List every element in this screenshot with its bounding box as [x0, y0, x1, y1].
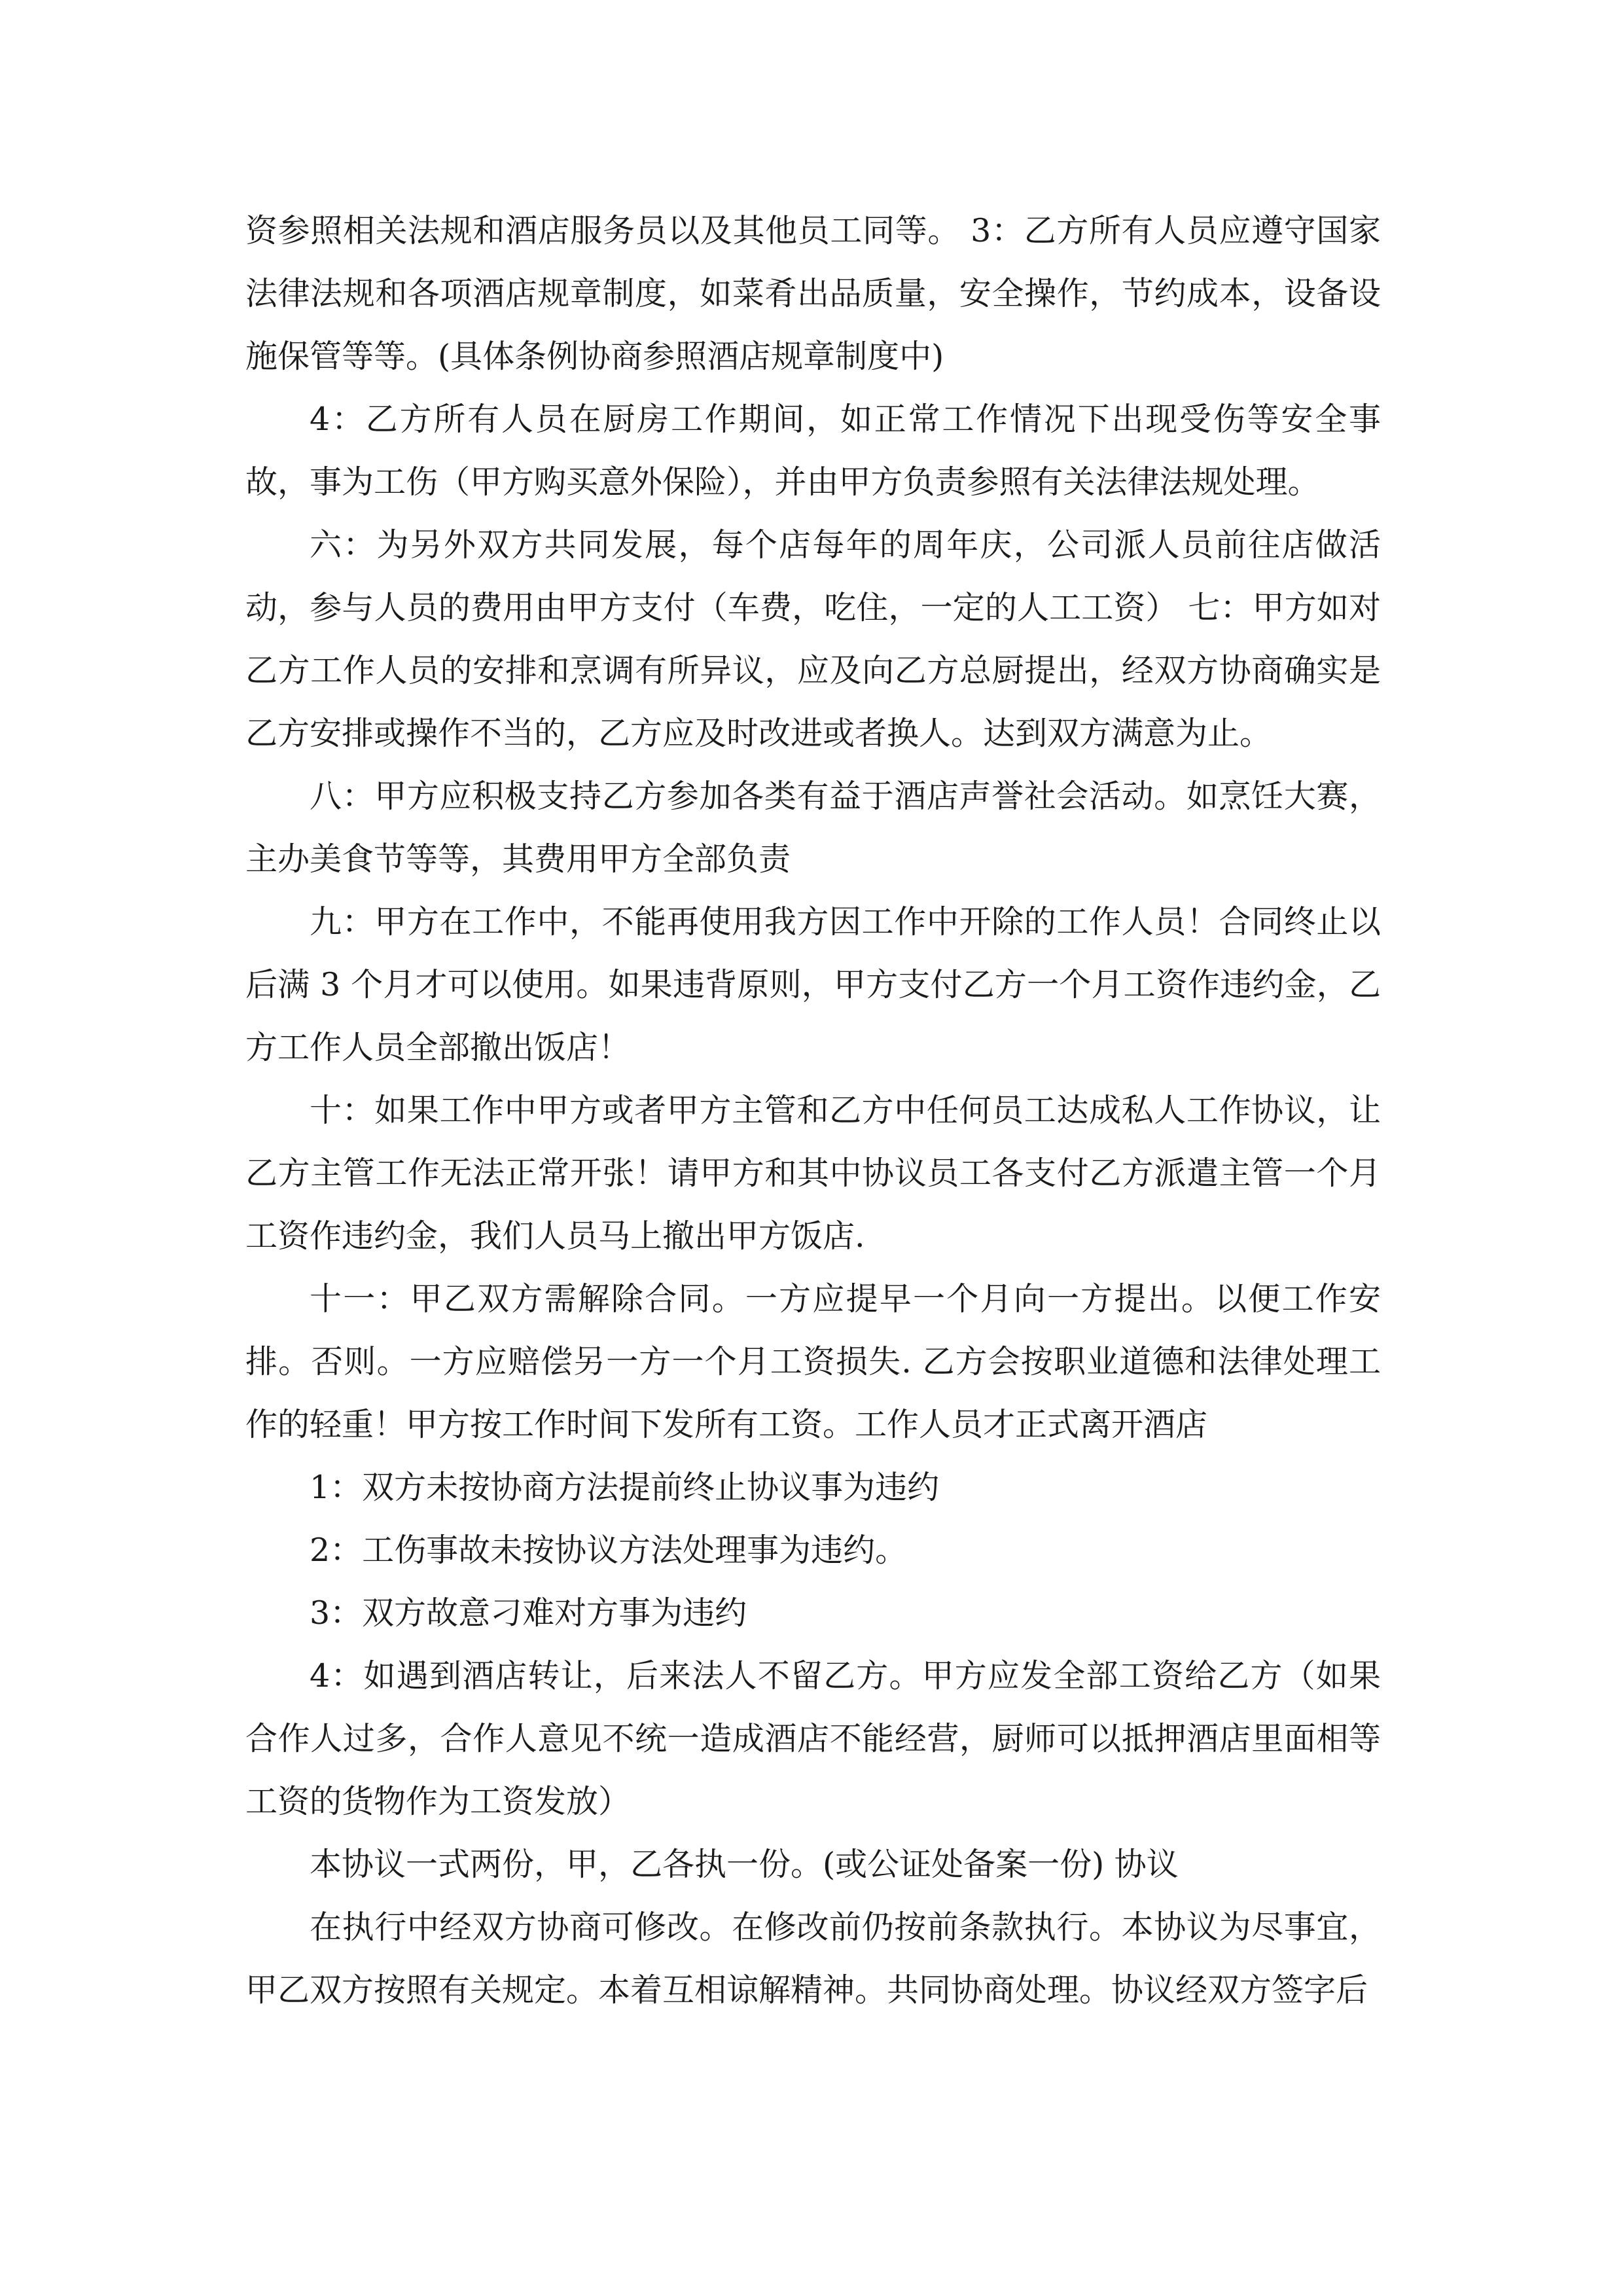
paragraph-breach-2: 2：工伤事故未按协议方法处理事为违约。 [310, 1532, 908, 1569]
paragraph-breach-3: 3：双方故意刁难对方事为违约 [310, 1594, 747, 1632]
paragraph-breach-1: 1：双方未按协商方法提前终止协议事为违约 [310, 1469, 940, 1506]
paragraph-clause-8: 八：甲方应积极支持乙方参加各类有益于酒店声誉社会活动。如烹饪大赛，主办美食节等等，其费用甲方全部负责 [245, 778, 1381, 878]
paragraph-salary-reference: 资参照相关法规和酒店服务员以及其他员工同等。 3：乙方所有人员应遵守国家法律法规和各项酒店规章制度，如菜肴出品质量，安全操作，节约成本，设备设施保管等等。(具体条例协商参照酒店规章制度中) [245, 212, 1381, 375]
paragraph-clause-10: 十：如果工作中甲方或者甲方主管和乙方中任何员工达成私人工作协议，让乙方主管工作无法正常开张！请甲方和其中协议员工各支付乙方派遣主管一个月工资作违约金，我们人员马上撤出甲方饭店. [245, 1092, 1381, 1255]
paragraph-clause-6-7: 六：为另外双方共同发展，每个店每年的周年庆，公司派人员前往店做活动，参与人员的费用由甲方支付（车费，吃住，一定的人工工资） 七：甲方如对乙方工作人员的安排和烹调有所异议，应及向乙方总厨提出，经双方协商确实是乙方安排或操作不当的，乙方应及时改进或者换人。达到双方满意为止。 [245, 526, 1381, 752]
document-body [245, 200, 1381, 2022]
paragraph-work-injury: 4：乙方所有人员在厨房工作期间，如正常工作情况下出现受伤等安全事故，事为工伤（甲方购买意外保险），并由甲方负责参照有关法律法规处理。 [245, 401, 1381, 501]
paragraph-clause-11: 十一：甲乙双方需解除合同。一方应提早一个月向一方提出。以便工作安排。否则。一方应赔偿另一方一个月工资损失. 乙方会按职业道德和法律处理工作的轻重！甲方按工作时间下发所有工资。工作人员才正式离开酒店 [245, 1280, 1381, 1443]
paragraph-amendment: 在执行中经双方协商可修改。在修改前仍按前条款执行。本协议为尽事宜，甲乙双方按照有关规定。本着互相谅解精神。共同协商处理。协议经双方签字后 [245, 1909, 1381, 2009]
paragraph-breach-4: 4：如遇到酒店转让，后来法人不留乙方。甲方应发全部工资给乙方（如果合作人过多，合作人意见不统一造成酒店不能经营，厨师可以抵押酒店里面相等工资的货物作为工资发放） [245, 1657, 1381, 1820]
paragraph-clause-9: 九：甲方在工作中，不能再使用我方因工作中开除的工作人员！合同终止以后满 3 个月才可以使用。如果违背原则，甲方支付乙方一个月工资作违约金，乙方工作人员全部撤出饭店！ [245, 903, 1381, 1066]
paragraph-copies: 本协议一式两份，甲，乙各执一份。(或公证处备案一份) 协议 [310, 1846, 1179, 1883]
